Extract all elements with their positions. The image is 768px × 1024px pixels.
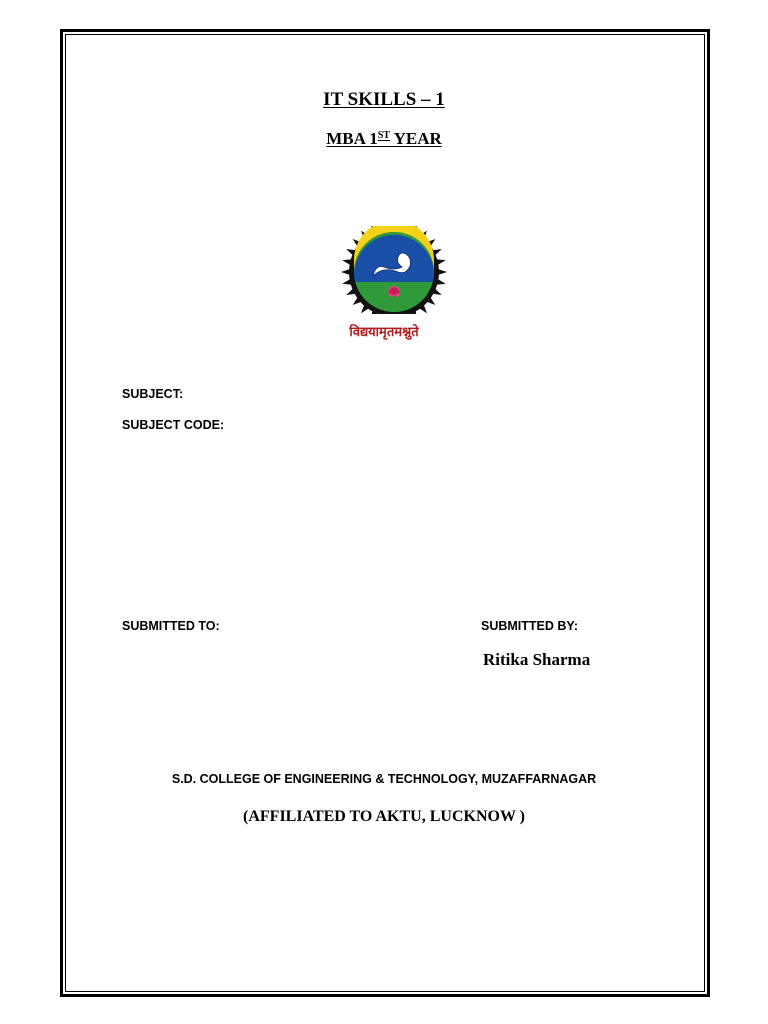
course-year <box>0 129 768 149</box>
document-title: IT SKILLS – 1 <box>323 89 445 110</box>
submitted-to-label: SUBMITTED TO: <box>122 619 220 633</box>
subject-label: SUBJECT: <box>122 387 184 401</box>
subject-code-label: SUBJECT CODE: <box>122 418 225 432</box>
course-suffix: YEAR <box>389 129 442 148</box>
affiliation: (AFFILIATED TO AKTU, LUCKNOW ) <box>243 808 525 825</box>
course-prefix: MBA 1 <box>326 129 378 148</box>
page-border-inner <box>65 34 705 992</box>
submitted-by-label: SUBMITTED BY: <box>481 619 578 633</box>
course-superscript: ST <box>377 130 390 141</box>
college-emblem-icon <box>333 226 455 314</box>
college-name: S.D. COLLEGE OF ENGINEERING & TECHNOLOGY, MUZAFFARNAGAR <box>171 772 597 786</box>
college-motto: विद्ययामृतमश्नुते <box>349 325 419 340</box>
student-name: Ritika Sharma <box>483 650 591 669</box>
